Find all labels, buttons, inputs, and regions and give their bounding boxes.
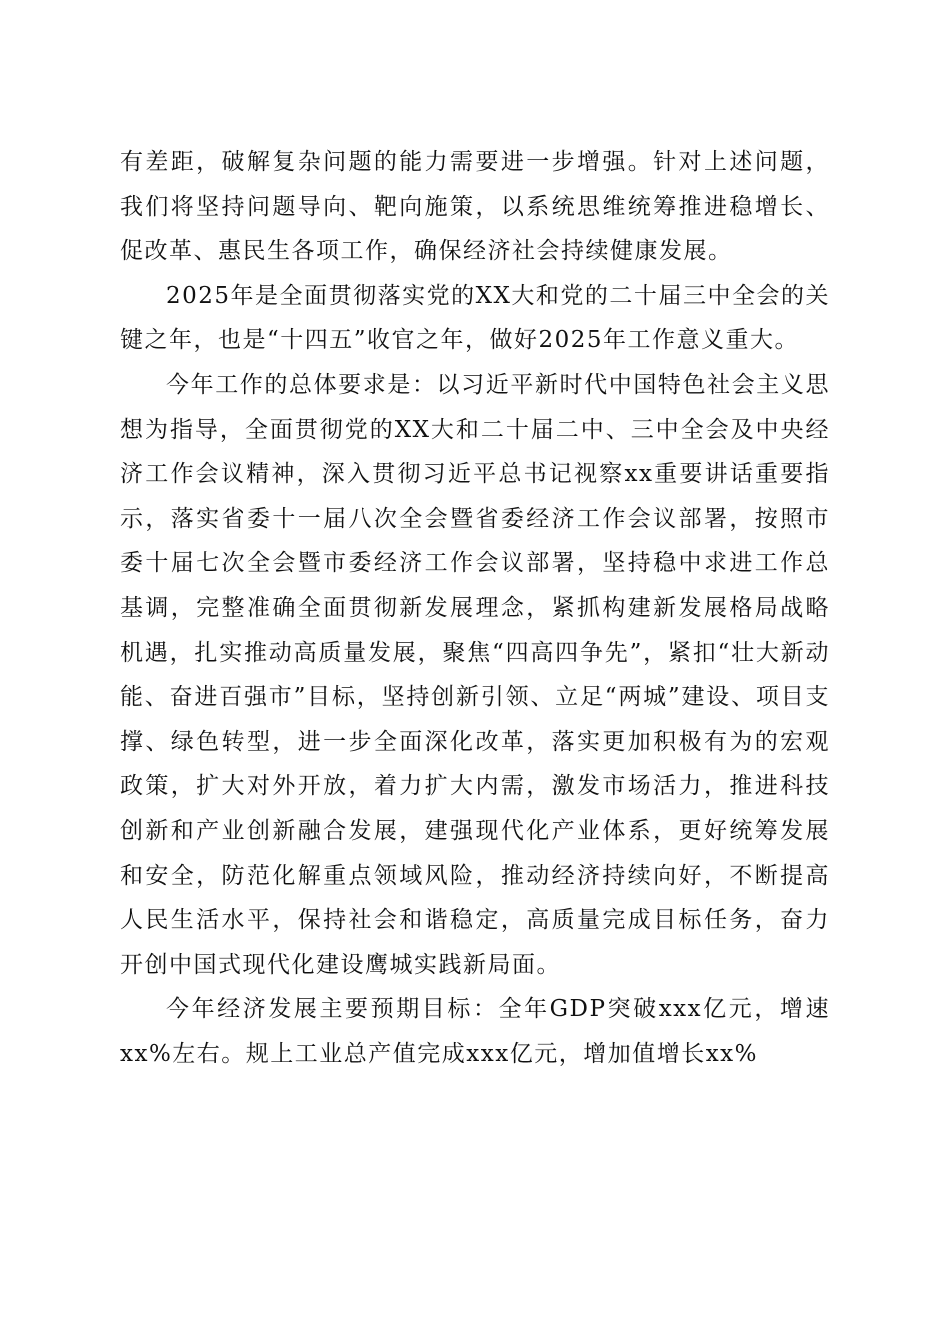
document-body <box>120 140 830 1076</box>
paragraph-expected-targets: 今年经济发展主要预期目标：全年GDP突破xxx亿元，增速xx%左右。规上工业总产值完成xxx亿元，增加值增长xx% <box>120 996 830 1067</box>
paragraph-continuation: 有差距，破解复杂问题的能力需要进一步增强。针对上述问题，我们将坚持问题导向、靶向施策，以系统思维统筹推进稳增长、促改革、惠民生各项工作，确保经济社会持续健康发展。 <box>120 149 830 265</box>
paragraph-overall-requirements: 今年工作的总体要求是：以习近平新时代中国特色社会主义思想为指导，全面贯彻党的XX大和二十届二中、三中全会及中央经济工作会议精神，深入贯彻习近平总书记视察xx重要讲话重要指示，落实省委十一届八次全会暨省委经济工作会议部署，按照市委十届七次全会暨市委经济工作会议部署，坚持稳中求进工作总基调，完整准确全面贯彻新发展理念，紧抓构建新发展格局战略机遇，扎实推动高质量发展，聚焦“四高四争先”，紧扣“壮大新动能、奋进百强市”目标，坚持创新引领、立足“两城”建设、项目支撑、绿色转型，进一步全面深化改革，落实更加积极有为的宏观政策，扩大对外开放，着力扩大内需，激发市场活力，推进科技创新和产业创新融合发展，建强现代化产业体系，更好统筹发展和安全，防范化解重点领域风险，推动经济持续向好，不断提高人民生活水平，保持社会和谐稳定，高质量完成目标任务，奋力开创中国式现代化建设鹰城实践新局面。 <box>120 371 830 978</box>
paragraph-2025-key-year: 2025年是全面贯彻落实党的XX大和党的二十届三中全会的关键之年，也是“十四五”收官之年，做好2025年工作意义重大。 <box>120 282 830 354</box>
